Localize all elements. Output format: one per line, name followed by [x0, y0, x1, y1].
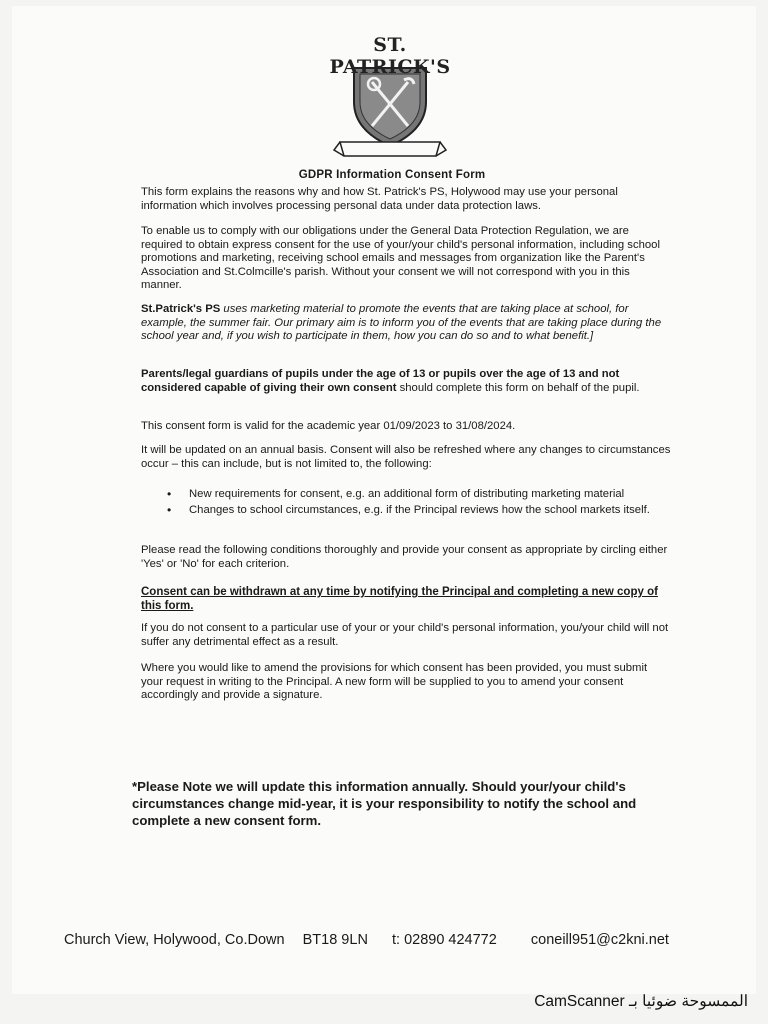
withdrawal-notice: Consent can be withdrawn at any time by notifying the Principal and completing a new copy of this form.	[141, 586, 658, 612]
no-consent-paragraph: If you do not consent to a particular use of your or your child's personal information, you/your child will not suffer any detrimental effect as a result.	[141, 622, 669, 648]
camscanner-watermark: CamScanner الممسوحة ضوئيا بـ	[534, 993, 748, 1010]
footer-email: coneill951@c2kni.net	[530, 932, 669, 948]
marketing-paragraph	[141, 303, 671, 344]
school-contact-footer	[64, 932, 764, 948]
intro-paragraph: This form explains the reasons why and how St. Patrick's PS, Holywood may use your personal information which involves processing personal data under data protection laws.	[141, 186, 618, 212]
form-title: GDPR Information Consent Form	[298, 169, 486, 181]
list-item: • Changes to school circumstances, e.g. if the Principal reviews how the school markets itself.	[167, 504, 667, 518]
guardians-paragraph	[141, 368, 671, 395]
school-crest	[320, 30, 460, 142]
gdpr-paragraph: To enable us to comply with our obligations under the General Data Protection Regulation, we are required to obtain express consent for the use of your/your child's personal information, including school promotions and marketing, receiving school emails and messages from organization like the Parent's Association and St.Colmcille's parish. Without your consent we will not correspond with you in this manner.	[141, 225, 660, 292]
guardians-text: should complete this form on behalf of the pupil.	[396, 381, 640, 394]
document-page	[12, 6, 756, 994]
update-paragraph: It will be updated on an annual basis. Consent will also be refreshed where any changes to circumstances occur – this can include, but is not limited to, the following:	[141, 444, 671, 470]
marketing-text: uses marketing material to promote the events that are taking place at school, for example, the summer fair. Our primary aim is to inform you of the events that are taking place during the school year and, if you wish to participate in them, how you can do so and to what benefit.]	[141, 303, 662, 343]
instructions-paragraph: Please read the following conditions thoroughly and provide your consent as appropriate by circling either 'Yes' or 'No' for each criterion.	[141, 544, 668, 570]
list-item: • New requirements for consent, e.g. an additional form of distributing marketing material	[167, 488, 667, 502]
annual-update-note: *Please Note we will update this information annually. Should your/your child's circumstances change mid-year, it is your responsibility to notify the school and complete a new consent form.	[132, 779, 637, 829]
school-name: St.Patrick's PS	[141, 303, 221, 315]
validity-paragraph: This consent form is valid for the academic year 01/09/2023 to 31/08/2024.	[141, 420, 516, 432]
footer-postcode: BT18 9LN	[302, 932, 368, 948]
crest-title: ST. PATRICK'S	[329, 34, 451, 78]
footer-phone: t: 02890 424772	[391, 932, 497, 948]
footer-address: Church View, Holywood, Co.Down	[64, 932, 285, 948]
changes-list	[167, 488, 667, 519]
amend-paragraph: Where you would like to amend the provisions for which consent has been provided, you must submit your request in writing to the Principal. A new form will be supplied to you to amend your consent accordingly and provide a signature.	[141, 662, 648, 702]
guardians-bold-text: Parents/legal guardians of pupils under the age of 13 or pupils over the age of 13 and not considered capable of giving their own consent	[141, 368, 620, 394]
